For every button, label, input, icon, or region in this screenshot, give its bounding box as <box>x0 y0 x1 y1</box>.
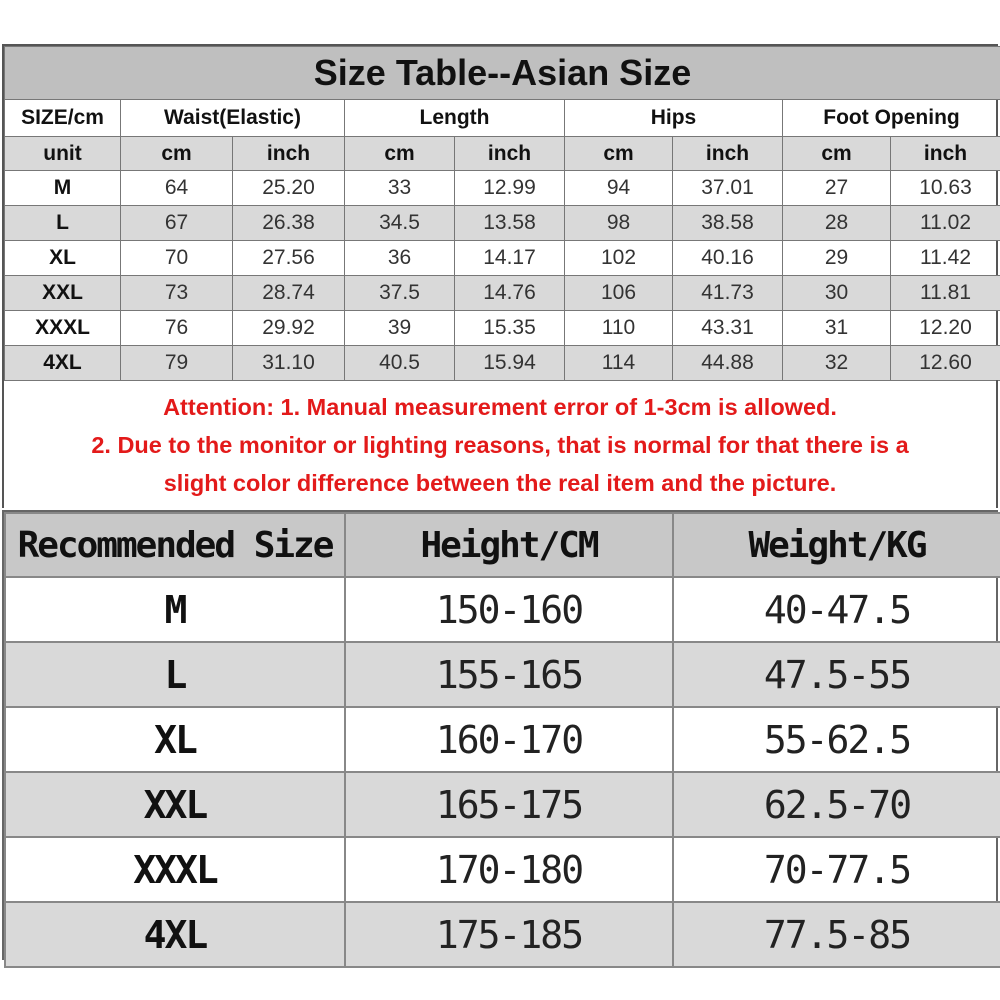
height-range: 170-180 <box>345 837 673 902</box>
table-row <box>5 837 1000 902</box>
measurement-cell: 13.58 <box>455 206 565 241</box>
measurement-cell: 34.5 <box>345 206 455 241</box>
measurement-cell: 15.94 <box>455 346 565 381</box>
measurement-cell: 40.5 <box>345 346 455 381</box>
measurement-cell: 70 <box>121 241 233 276</box>
measurement-cell: 10.63 <box>891 171 1000 206</box>
table-row <box>5 577 1000 642</box>
size-table-title: Size Table--Asian Size <box>5 47 1000 100</box>
table-row <box>5 171 1000 206</box>
measurement-cell: 14.76 <box>455 276 565 311</box>
weight-range: 77.5-85 <box>673 902 1000 967</box>
measurement-cell: 14.17 <box>455 241 565 276</box>
measurement-cell: 40.16 <box>673 241 783 276</box>
measurement-cell: 79 <box>121 346 233 381</box>
header-weight: Weight/KG <box>673 513 1000 577</box>
table-row <box>5 346 1000 381</box>
measurement-cell: 67 <box>121 206 233 241</box>
measurement-cell: 114 <box>565 346 673 381</box>
measurement-cell: 94 <box>565 171 673 206</box>
measurement-cell: 28.74 <box>233 276 345 311</box>
weight-range: 40-47.5 <box>673 577 1000 642</box>
measurement-cell: 28 <box>783 206 891 241</box>
height-range: 150-160 <box>345 577 673 642</box>
table-row <box>5 707 1000 772</box>
size-label: 4XL <box>5 346 121 381</box>
header-length: Length <box>345 100 565 137</box>
measurement-cell: 44.88 <box>673 346 783 381</box>
unit-cell: inch <box>455 137 565 171</box>
table-row <box>5 311 1000 346</box>
measurement-cell: 11.42 <box>891 241 1000 276</box>
measurement-cell: 11.81 <box>891 276 1000 311</box>
measurement-cell: 43.31 <box>673 311 783 346</box>
measurement-cell: 31.10 <box>233 346 345 381</box>
unit-cell: inch <box>673 137 783 171</box>
measurement-cell: 31 <box>783 311 891 346</box>
measurement-cell: 12.60 <box>891 346 1000 381</box>
unit-label: unit <box>5 137 121 171</box>
height-range: 160-170 <box>345 707 673 772</box>
measurement-cell: 76 <box>121 311 233 346</box>
note-line: 2. Due to the monitor or lighting reasons, that is normal for that there is a <box>91 432 909 458</box>
table-row <box>5 276 1000 311</box>
measurement-cell: 64 <box>121 171 233 206</box>
recommended-size-label: XXL <box>5 772 345 837</box>
measurement-cell: 106 <box>565 276 673 311</box>
size-label: M <box>5 171 121 206</box>
header-hips: Hips <box>565 100 783 137</box>
size-table <box>2 44 998 380</box>
table-row <box>5 241 1000 276</box>
measurement-cell: 33 <box>345 171 455 206</box>
attention-notes <box>2 380 998 508</box>
unit-cell: cm <box>121 137 233 171</box>
measurement-cell: 73 <box>121 276 233 311</box>
height-range: 165-175 <box>345 772 673 837</box>
weight-range: 62.5-70 <box>673 772 1000 837</box>
measurement-cell: 102 <box>565 241 673 276</box>
measurement-cell: 12.20 <box>891 311 1000 346</box>
unit-cell: cm <box>783 137 891 171</box>
table-row <box>5 902 1000 967</box>
height-range: 155-165 <box>345 642 673 707</box>
measurement-cell: 11.02 <box>891 206 1000 241</box>
measurement-cell: 25.20 <box>233 171 345 206</box>
measurement-cell: 98 <box>565 206 673 241</box>
recommended-size-label: XL <box>5 707 345 772</box>
note-line: Attention: 1. Manual measurement error of 1-3cm is allowed. <box>163 394 837 420</box>
recommended-size-label: XXXL <box>5 837 345 902</box>
measurement-cell: 41.73 <box>673 276 783 311</box>
size-label: XXXL <box>5 311 121 346</box>
header-height: Height/CM <box>345 513 673 577</box>
table-row <box>5 206 1000 241</box>
header-waist: Waist(Elastic) <box>121 100 345 137</box>
measurement-cell: 110 <box>565 311 673 346</box>
recommended-size-table <box>2 510 998 960</box>
measurement-cell: 30 <box>783 276 891 311</box>
size-label: XL <box>5 241 121 276</box>
header-size: SIZE/cm <box>5 100 121 137</box>
weight-range: 47.5-55 <box>673 642 1000 707</box>
measurement-cell: 29 <box>783 241 891 276</box>
measurement-cell: 38.58 <box>673 206 783 241</box>
table-row <box>5 772 1000 837</box>
measurement-cell: 37.5 <box>345 276 455 311</box>
measurement-cell: 12.99 <box>455 171 565 206</box>
size-label: XXL <box>5 276 121 311</box>
unit-cell: inch <box>233 137 345 171</box>
recommended-size-label: L <box>5 642 345 707</box>
unit-cell: inch <box>891 137 1000 171</box>
recommended-size-label: M <box>5 577 345 642</box>
weight-range: 70-77.5 <box>673 837 1000 902</box>
measurement-cell: 37.01 <box>673 171 783 206</box>
measurement-cell: 15.35 <box>455 311 565 346</box>
height-range: 175-185 <box>345 902 673 967</box>
measurement-cell: 32 <box>783 346 891 381</box>
note-line: slight color difference between the real item and the picture. <box>163 470 837 496</box>
header-recommended-size: Recommended Size <box>5 513 345 577</box>
recommended-size-label: 4XL <box>5 902 345 967</box>
header-foot-opening: Foot Opening <box>783 100 1000 137</box>
measurement-cell: 39 <box>345 311 455 346</box>
measurement-cell: 26.38 <box>233 206 345 241</box>
unit-cell: cm <box>345 137 455 171</box>
measurement-cell: 27.56 <box>233 241 345 276</box>
measurement-cell: 29.92 <box>233 311 345 346</box>
unit-cell: cm <box>565 137 673 171</box>
size-label: L <box>5 206 121 241</box>
measurement-cell: 36 <box>345 241 455 276</box>
weight-range: 55-62.5 <box>673 707 1000 772</box>
table-row <box>5 642 1000 707</box>
measurement-cell: 27 <box>783 171 891 206</box>
